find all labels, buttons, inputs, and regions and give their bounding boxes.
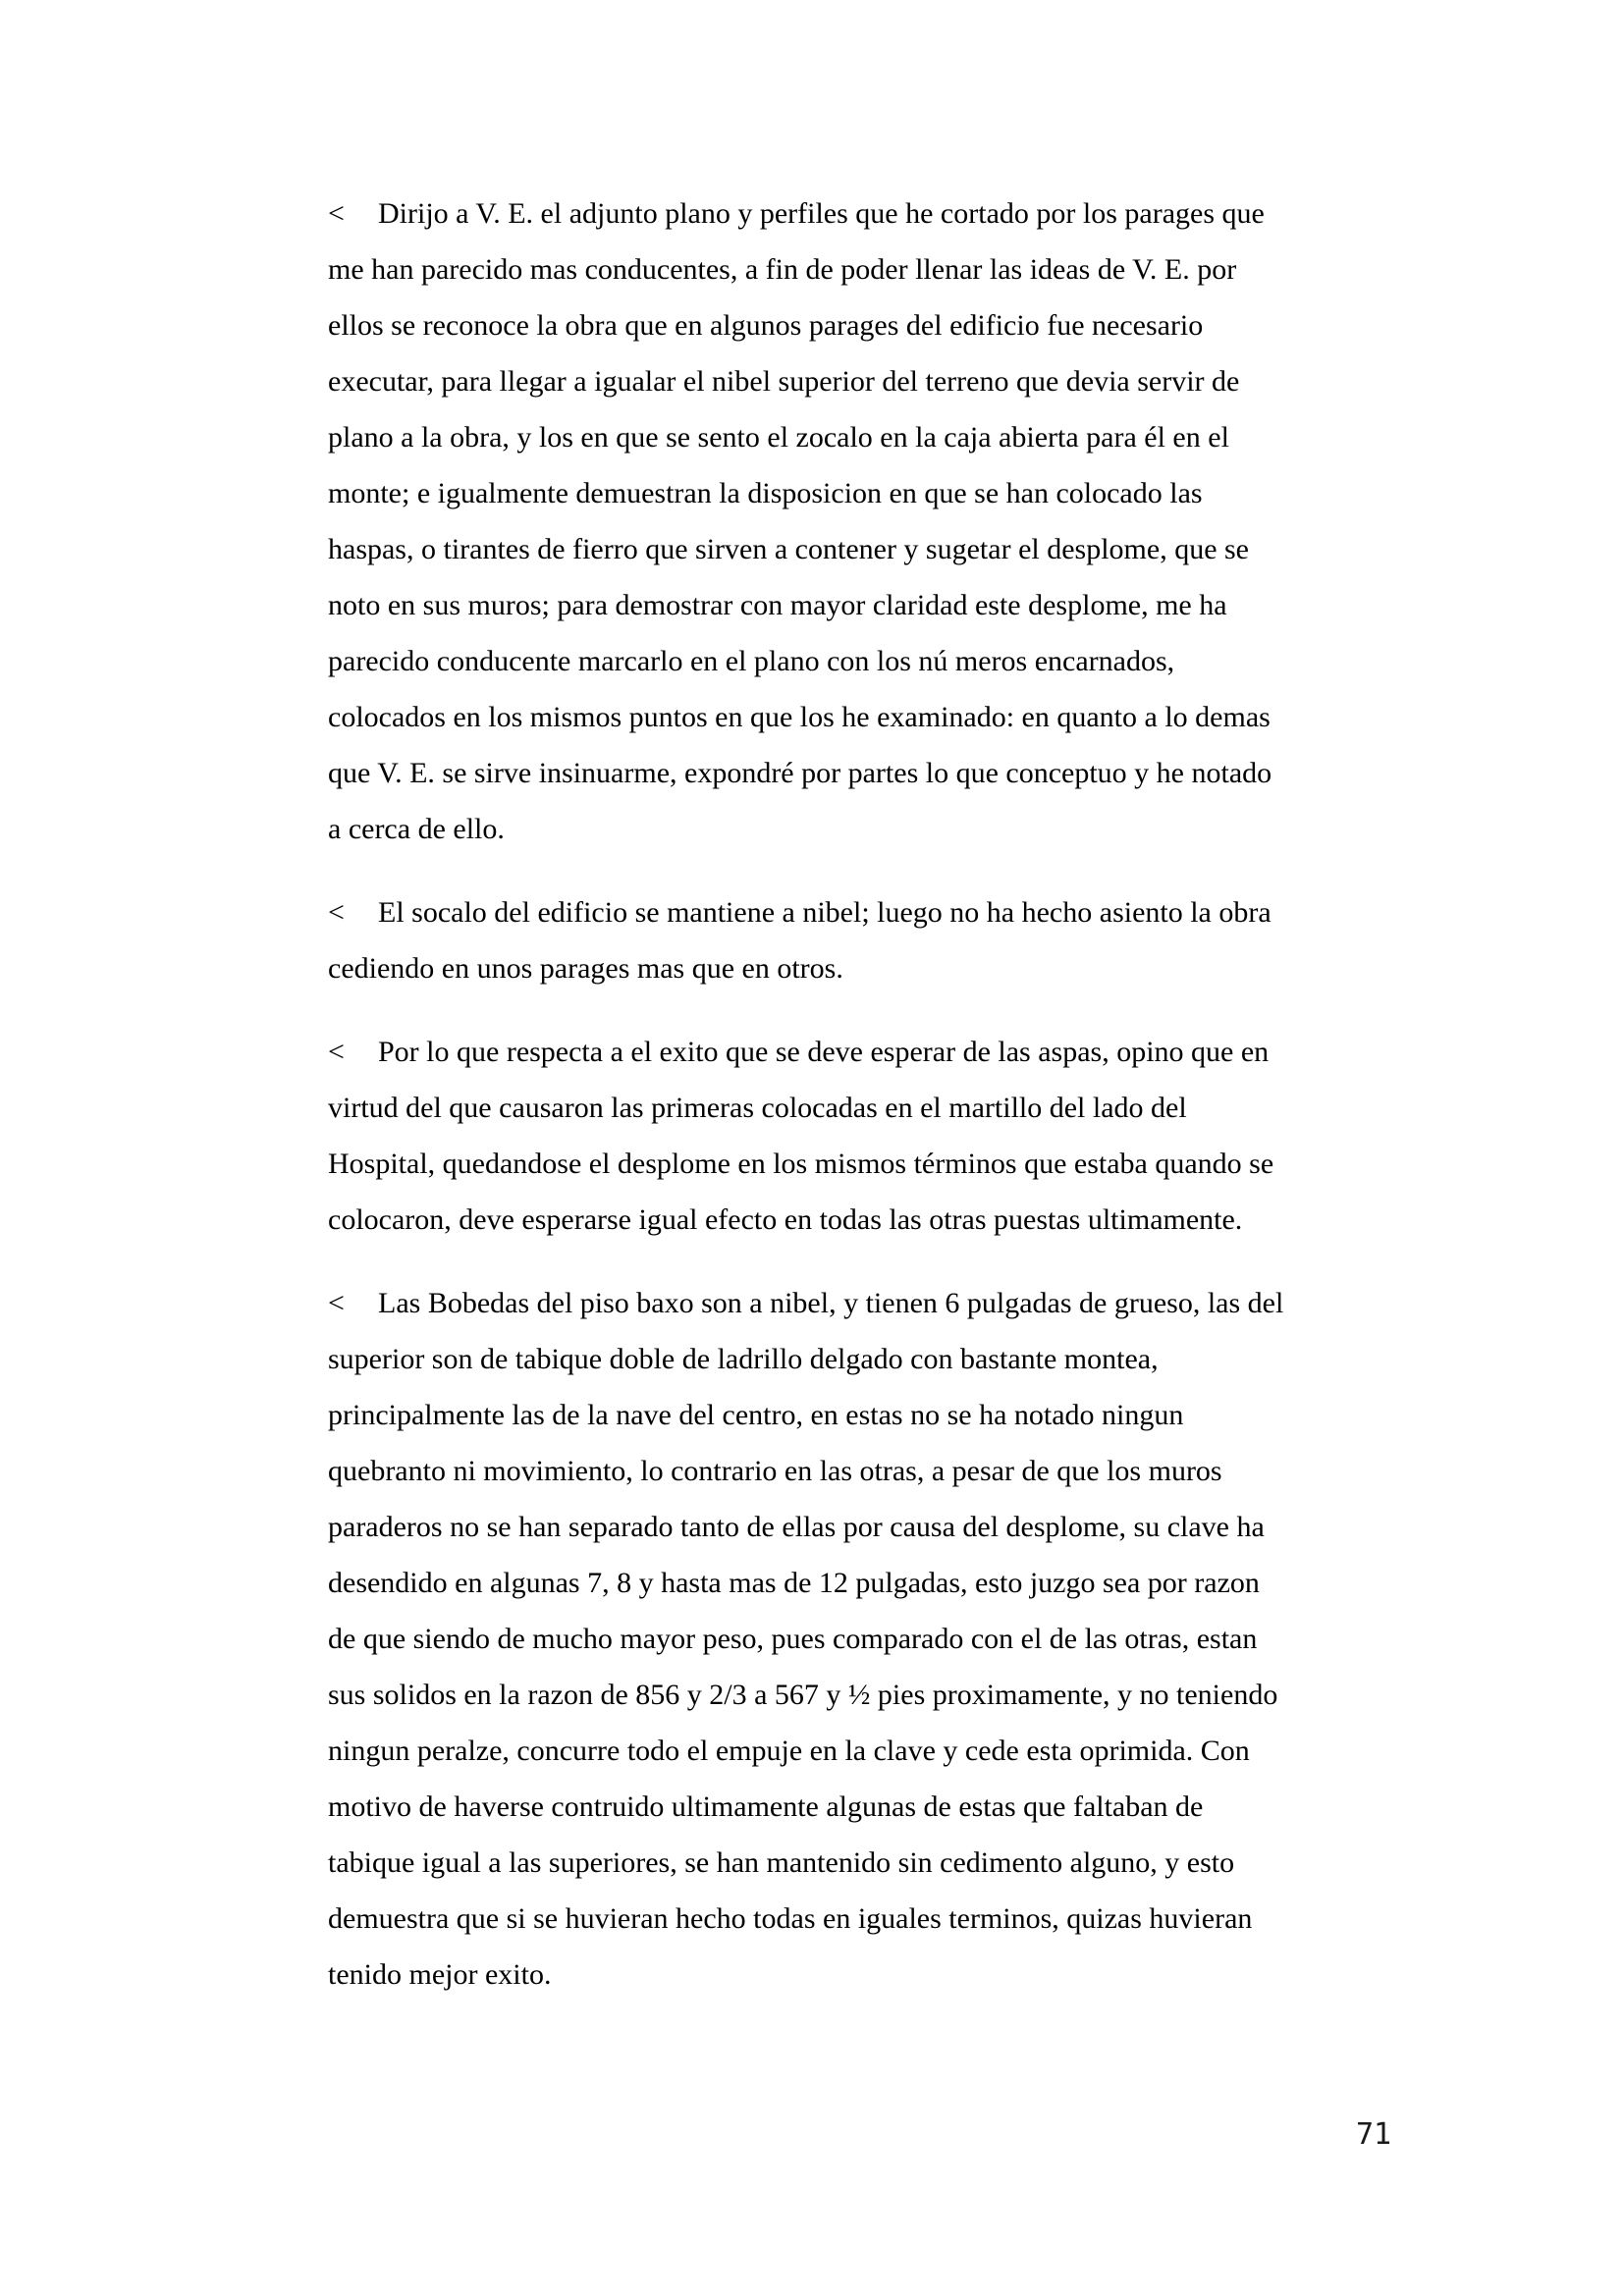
text-line: executar, para llegar a igualar el nibel superior del terreno que devia servir de <box>328 365 1240 398</box>
text-line: me han parecido mas conducentes, a fin de poder llenar las ideas de V. E. por <box>328 253 1237 286</box>
text-line: quebranto ni movimiento, lo contrario en las otras, a pesar de que los muros <box>328 1455 1222 1487</box>
text-line: paraderos no se han separado tanto de ellas por causa del desplome, su clave ha <box>328 1511 1265 1543</box>
page-number: 71 <box>1356 2117 1392 2152</box>
paragraph-marker: < <box>328 896 345 929</box>
text-line: parecido conducente marcarlo en el plano con los nú meros encarnados, <box>328 645 1175 677</box>
text-line: ningun peralze, concurre todo el empuje en la clave y cede esta oprimida. Con <box>328 1735 1250 1767</box>
paragraph-marker: < <box>328 197 345 230</box>
text-line: colocaron, deve esperarse igual efecto en todas las otras puestas ultimamente. <box>328 1203 1243 1236</box>
document-body <box>328 186 1437 2030</box>
text-line: < Las Bobedas del piso baxo son a nibel, y tienen 6 pulgadas de grueso, las del <box>328 1275 1437 1331</box>
text-line: < Por lo que respecta a el exito que se deve esperar de las aspas, opino que en <box>328 1024 1437 1080</box>
text-line: Hospital, quedandose el desplome en los mismos términos que estaba quando se <box>328 1148 1274 1180</box>
text-line: < Dirijo a V. E. el adjunto plano y perfiles que he cortado por los parages que <box>328 186 1437 241</box>
text-line: virtud del que causaron las primeras colocadas en el martillo del lado del <box>328 1092 1187 1124</box>
paragraph <box>328 186 1437 857</box>
text-line: principalmente las de la nave del centro, en estas no se ha notado ningun <box>328 1399 1184 1431</box>
text-line: a cerca de ello. <box>328 813 505 845</box>
text-line: monte; e igualmente demuestran la disposicion en que se han colocado las <box>328 477 1203 509</box>
text-line: noto en sus muros; para demostrar con mayor claridad este desplome, me ha <box>328 589 1227 621</box>
text-line: tenido mejor exito. <box>328 1958 552 1991</box>
paragraph <box>328 1024 1437 1248</box>
text-line: motivo de haverse contruido ultimamente algunas de estas que faltaban de <box>328 1790 1204 1823</box>
paragraph-marker: < <box>328 1036 345 1068</box>
text-line: tabique igual a las superiores, se han mantenido sin cedimento alguno, y esto <box>328 1846 1235 1879</box>
paragraph <box>328 884 1437 996</box>
text-line: de que siendo de mucho mayor peso, pues comparado con el de las otras, estan <box>328 1623 1258 1655</box>
text-line: demuestra que si se huvieran hecho todas en iguales terminos, quizas huvieran <box>328 1902 1253 1935</box>
text-line: desendido en algunas 7, 8 y hasta mas de 12 pulgadas, esto juzgo sea por razon <box>328 1567 1260 1599</box>
text-line: < El socalo del edificio se mantiene a nibel; luego no ha hecho asiento la obra <box>328 884 1437 940</box>
paragraph-marker: < <box>328 1287 345 1319</box>
paragraph <box>328 1275 1437 2002</box>
text-line: plano a la obra, y los en que se sento el zocalo en la caja abierta para él en el <box>328 421 1229 454</box>
text-line: ellos se reconoce la obra que en algunos parages del edificio fue necesario <box>328 309 1204 342</box>
text-line: superior son de tabique doble de ladrillo delgado con bastante montea, <box>328 1343 1159 1375</box>
text-line: sus solidos en la razon de 856 y 2/3 a 567 y ½ pies proximamente, y no teniendo <box>328 1679 1278 1711</box>
text-line: haspas, o tirantes de fierro que sirven a contener y sugetar el desplome, que se <box>328 533 1249 565</box>
text-line: cediendo en unos parages mas que en otros. <box>328 952 843 985</box>
text-line: que V. E. se sirve insinuarme, expondré por partes lo que conceptuo y he notado <box>328 757 1272 789</box>
text-line: colocados en los mismos puntos en que los he examinado: en quanto a lo demas <box>328 701 1271 733</box>
